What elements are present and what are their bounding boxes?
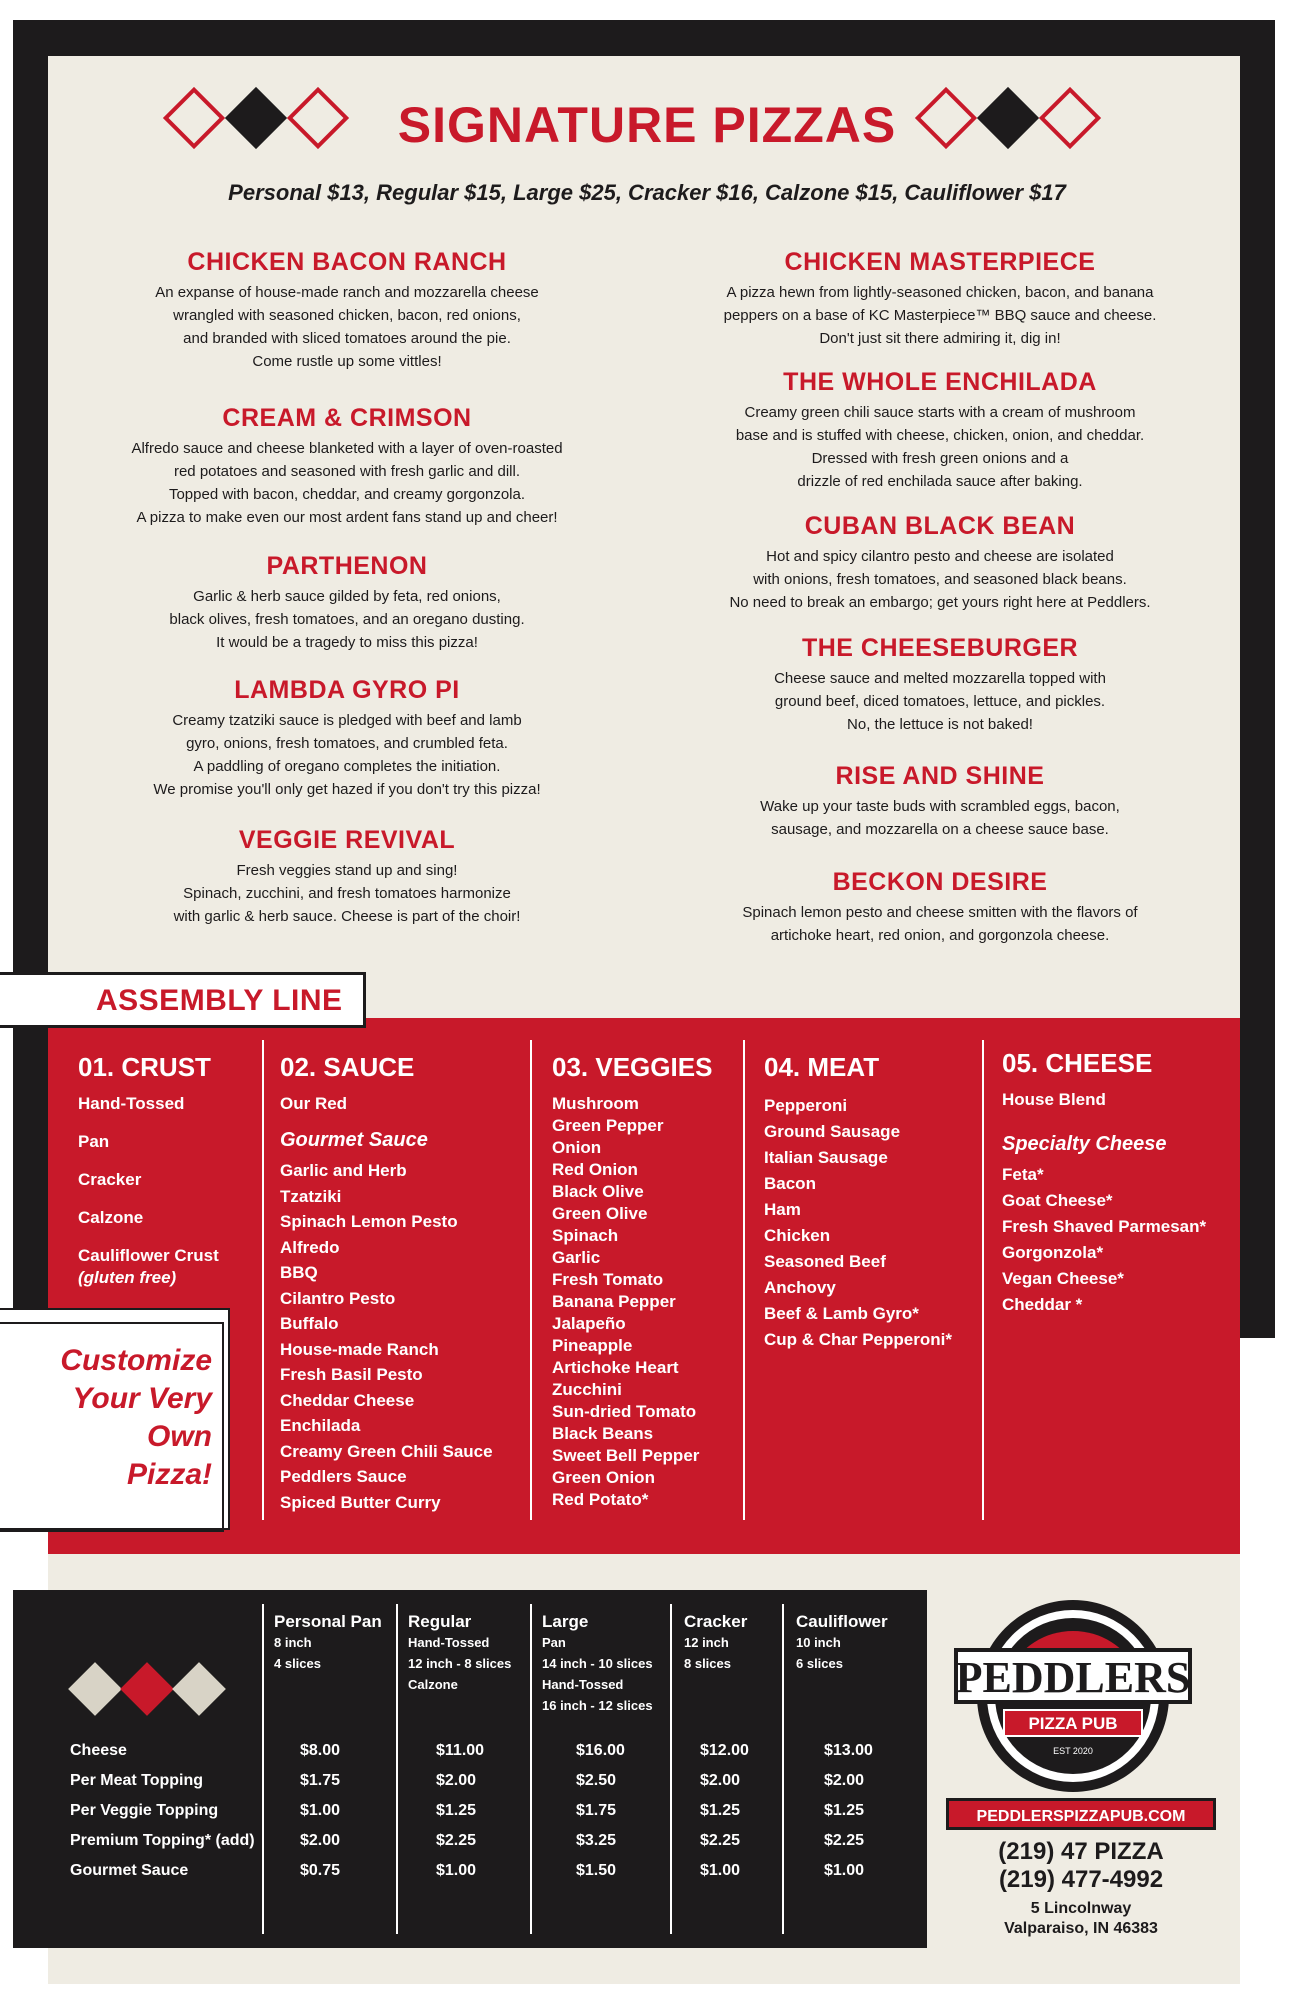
pizza-item bbox=[705, 634, 1175, 736]
pizza-description: Wake up your taste buds with scrambled eggs, bacon, sausage, and mozzarella on a cheese sauce base. bbox=[760, 798, 1120, 838]
size-header-large bbox=[542, 1612, 653, 1716]
veggie-option: Red Onion bbox=[552, 1160, 638, 1179]
size-detail: 12 inch - 8 slices bbox=[408, 1656, 512, 1671]
price-cell: $1.75 bbox=[300, 1772, 341, 1789]
pizza-name: PARTHENON bbox=[266, 552, 428, 580]
veggie-list bbox=[552, 1093, 712, 1511]
price-row-label: Per Meat Topping bbox=[70, 1772, 204, 1789]
column-divider bbox=[530, 1040, 532, 1520]
meat-option: Cup & Char Pepperoni* bbox=[764, 1330, 952, 1349]
page-title: SIGNATURE PIZZAS bbox=[397, 97, 897, 153]
crust-column bbox=[78, 1052, 219, 1289]
veggie-option: Green Onion bbox=[552, 1468, 655, 1487]
pizza-description: Hot and spicy cilantro pesto and cheese are isolated with onions, fresh tomatoes, and seasoned black beans. No need to break an embargo; get yours right here at Peddlers. bbox=[729, 548, 1151, 611]
meat-list bbox=[764, 1093, 952, 1353]
meat-column bbox=[764, 1052, 952, 1353]
sauce-option: Fresh Basil Pesto bbox=[280, 1365, 423, 1384]
sauce-option: Peddlers Sauce bbox=[280, 1467, 407, 1486]
veggie-option: Black Olive bbox=[552, 1182, 644, 1201]
size-name: Large bbox=[542, 1612, 589, 1631]
pizza-description: An expanse of house-made ranch and mozzarella cheese wrangled with seasoned chicken, bacon, red onions, and branded with sliced tomatoes around the pie. Come rustle up some vittles! bbox=[155, 284, 539, 370]
table-divider bbox=[670, 1604, 672, 1934]
sauce-option: BBQ bbox=[280, 1263, 318, 1282]
crust-option: Pan bbox=[78, 1132, 110, 1151]
price-cell: $0.75 bbox=[300, 1862, 341, 1879]
logo-graphic bbox=[950, 1598, 1196, 1798]
price-cell: $1.00 bbox=[700, 1862, 741, 1879]
size-name: Regular bbox=[408, 1612, 472, 1631]
logo-established: EST 2020 bbox=[1053, 1746, 1093, 1756]
meat-option: Anchovy bbox=[764, 1278, 836, 1297]
cheese-heading: 05. CHEESE bbox=[1002, 1048, 1153, 1078]
pizza-item bbox=[112, 826, 582, 928]
price-cell: $2.25 bbox=[436, 1832, 477, 1849]
meat-option: Beef & Lamb Gyro* bbox=[764, 1304, 919, 1323]
size-detail: Calzone bbox=[408, 1677, 458, 1692]
customize-line: Your Very bbox=[72, 1382, 212, 1415]
cheese-option: House Blend bbox=[1002, 1090, 1106, 1109]
assembly-line-label: ASSEMBLY LINE bbox=[96, 984, 343, 1017]
sauce-option: Cilantro Pesto bbox=[280, 1288, 396, 1308]
size-detail: Hand-Tossed bbox=[542, 1677, 624, 1692]
pizza-name: CHICKEN MASTERPIECE bbox=[784, 248, 1096, 276]
column-divider bbox=[262, 1040, 264, 1520]
column-divider bbox=[982, 1040, 984, 1520]
price-cell: $3.25 bbox=[576, 1832, 617, 1849]
sauce-option: Garlic and Herb bbox=[280, 1161, 407, 1180]
pizza-description: Fresh veggies stand up and sing! Spinach, zucchini, and fresh tomatoes harmonize with garlic & herb sauce. Cheese is part of the choir! bbox=[173, 862, 521, 925]
size-detail: Hand-Tossed bbox=[408, 1635, 490, 1650]
veggie-option: Mushroom bbox=[552, 1094, 639, 1113]
price-cell: $2.50 bbox=[576, 1772, 617, 1789]
customize-line: Pizza! bbox=[126, 1458, 212, 1491]
sauce-option: Cheddar Cheese bbox=[280, 1390, 415, 1410]
price-cell: $1.25 bbox=[700, 1802, 741, 1819]
cheese-option: Cheddar * bbox=[1002, 1295, 1083, 1314]
veggie-option: Green Olive bbox=[552, 1204, 648, 1223]
price-cell: $1.25 bbox=[824, 1802, 865, 1819]
pizza-item bbox=[705, 868, 1175, 947]
pizza-description: Creamy green chili sauce starts with a cream of mushroom base and is stuffed with cheese, chicken, onion, and cheddar. Dressed with fresh green onions and a drizzle of red enchilada sauce after baking. bbox=[735, 404, 1145, 490]
cheese-option: Goat Cheese* bbox=[1002, 1191, 1113, 1210]
size-name: Personal Pan bbox=[274, 1612, 382, 1631]
sauce-option: Our Red bbox=[280, 1094, 348, 1113]
veggie-option: Pineapple bbox=[552, 1336, 633, 1355]
veggie-option: Red Potato* bbox=[552, 1490, 649, 1509]
column-divider bbox=[743, 1040, 745, 1520]
veggie-option: Spinach bbox=[552, 1226, 619, 1245]
size-header-cauliflower bbox=[796, 1612, 888, 1674]
veggie-option: Sun-dried Tomato bbox=[552, 1402, 697, 1421]
pizza-name: CHICKEN BACON RANCH bbox=[187, 248, 507, 276]
pizza-description: Creamy tzatziki sauce is pledged with beef and lamb gyro, onions, fresh tomatoes, and crumbled feta. A paddling of oregano completes the initiation. We promise you'll only get hazed if you don't try this pizza! bbox=[153, 712, 541, 798]
size-detail: 8 slices bbox=[684, 1656, 731, 1671]
meat-heading: 04. MEAT bbox=[764, 1052, 880, 1082]
pizza-description: A pizza hewn from lightly-seasoned chicken, bacon, and banana peppers on a base of KC Masterpiece™ BBQ sauce and cheese. Don't just sit there admiring it, dig in! bbox=[723, 284, 1157, 347]
price-cell: $2.00 bbox=[700, 1772, 741, 1789]
address-city: Valparaiso, IN 46383 bbox=[1004, 1920, 1158, 1937]
pizza-item bbox=[112, 552, 582, 654]
pizza-name: BECKON DESIRE bbox=[832, 868, 1048, 896]
price-row-label: Gourmet Sauce bbox=[70, 1862, 189, 1879]
pizza-item bbox=[705, 512, 1175, 614]
crust-option: Hand-Tossed bbox=[78, 1094, 185, 1113]
size-detail: 6 slices bbox=[796, 1656, 843, 1671]
price-cell: $16.00 bbox=[576, 1742, 625, 1759]
price-cell: $2.25 bbox=[700, 1832, 741, 1849]
meat-option: Italian Sausage bbox=[764, 1148, 888, 1167]
logo-subtitle: PIZZA PUB bbox=[1028, 1714, 1118, 1733]
size-detail: 16 inch - 12 slices bbox=[542, 1698, 653, 1713]
price-cell: $13.00 bbox=[824, 1742, 873, 1759]
pizza-name: CUBAN BLACK BEAN bbox=[804, 512, 1076, 540]
pizza-item bbox=[705, 248, 1175, 350]
veggie-option: Jalapeño bbox=[552, 1314, 626, 1333]
sauce-option: Creamy Green Chili Sauce bbox=[280, 1441, 493, 1461]
size-price-line: Personal $13, Regular $15, Large $25, Cracker $16, Calzone $15, Cauliflower $17 bbox=[228, 180, 1066, 205]
price-cell: $2.25 bbox=[824, 1832, 865, 1849]
size-header-cracker bbox=[684, 1612, 747, 1674]
website-link[interactable]: PEDDLERSPIZZAPUB.COM bbox=[946, 1798, 1216, 1830]
cheese-column bbox=[1002, 1048, 1206, 1318]
sauce-option: Buffalo bbox=[280, 1314, 339, 1333]
meat-option: Chicken bbox=[764, 1226, 831, 1245]
cheese-option: Vegan Cheese* bbox=[1002, 1269, 1124, 1288]
customize-line: Customize bbox=[60, 1344, 212, 1377]
table-divider bbox=[530, 1604, 532, 1934]
size-name: Cracker bbox=[684, 1612, 748, 1631]
sauce-option: Tzatziki bbox=[280, 1186, 342, 1206]
sauce-option: House-made Ranch bbox=[280, 1339, 439, 1359]
price-cell: $12.00 bbox=[700, 1742, 749, 1759]
meat-option: Pepperoni bbox=[764, 1096, 848, 1115]
pizza-name: THE CHEESEBURGER bbox=[801, 634, 1079, 662]
pizza-name: RISE AND SHINE bbox=[835, 762, 1045, 790]
crust-heading: 01. CRUST bbox=[78, 1052, 211, 1082]
price-cell: $1.00 bbox=[436, 1862, 477, 1879]
gourmet-sauce-list bbox=[280, 1158, 493, 1515]
phone-number[interactable]: (219) 477-4992 bbox=[998, 1866, 1164, 1893]
veggies-column bbox=[552, 1052, 712, 1511]
meat-option: Ground Sausage bbox=[764, 1122, 901, 1141]
size-name: Cauliflower bbox=[796, 1612, 888, 1631]
meat-option: Bacon bbox=[764, 1174, 816, 1193]
veggie-option: Green Pepper bbox=[552, 1116, 664, 1135]
specialty-cheese-list bbox=[1002, 1162, 1206, 1318]
price-cell: $11.00 bbox=[436, 1742, 485, 1759]
size-detail: 4 slices bbox=[274, 1656, 321, 1671]
table-divider bbox=[262, 1604, 264, 1934]
pizza-item bbox=[112, 248, 582, 373]
veggie-option: Garlic bbox=[552, 1248, 601, 1267]
crust-option: Calzone bbox=[78, 1208, 144, 1227]
price-row-label: Per Veggie Topping bbox=[70, 1802, 219, 1819]
size-detail: 14 inch - 10 slices bbox=[542, 1656, 653, 1671]
price-cell: $1.50 bbox=[576, 1862, 617, 1879]
veggie-option: Banana Pepper bbox=[552, 1292, 676, 1311]
sauce-option: Alfredo bbox=[280, 1237, 340, 1257]
gourmet-sauce-heading: Gourmet Sauce bbox=[280, 1129, 428, 1151]
customize-text bbox=[10, 1342, 212, 1494]
pizza-description: Cheese sauce and melted mozzarella topped with ground beef, diced tomatoes, lettuce, and pickles. No, the lettuce is not baked! bbox=[774, 670, 1106, 733]
veggies-heading: 03. VEGGIES bbox=[552, 1052, 713, 1082]
veggie-option: Artichoke Heart bbox=[552, 1358, 679, 1377]
veggie-option: Fresh Tomato bbox=[552, 1270, 664, 1289]
pizza-item bbox=[705, 368, 1175, 493]
table-divider bbox=[396, 1604, 398, 1934]
size-header-regular bbox=[408, 1612, 511, 1695]
size-header-personal bbox=[274, 1612, 382, 1674]
pizza-name: CREAM & CRIMSON bbox=[222, 404, 472, 432]
address-street: 5 Lincolnway bbox=[1030, 1900, 1132, 1917]
veggie-option: Zucchini bbox=[552, 1380, 622, 1399]
pizza-item bbox=[705, 762, 1175, 841]
pizza-description: Spinach lemon pesto and cheese smitten with the flavors of artichoke heart, red onion, and gorgonzola cheese. bbox=[742, 904, 1138, 944]
phone-vanity[interactable]: (219) 47 PIZZA bbox=[998, 1838, 1164, 1865]
veggie-option: Black Beans bbox=[552, 1424, 654, 1443]
sauce-option: Spinach Lemon Pesto bbox=[280, 1212, 458, 1231]
pizza-item bbox=[112, 676, 582, 801]
price-cell: $8.00 bbox=[300, 1742, 341, 1759]
meat-option: Seasoned Beef bbox=[764, 1252, 886, 1271]
size-detail: 12 inch bbox=[684, 1635, 729, 1650]
price-cell: $1.00 bbox=[824, 1862, 865, 1879]
cheese-option: Feta* bbox=[1002, 1165, 1044, 1184]
pizza-description: Alfredo sauce and cheese blanketed with a layer of oven-roasted red potatoes and seasoned with fresh garlic and dill. Topped with bacon, cheddar, and creamy gorgonzola. A pizza to make even our most ardent fans stand up and cheer! bbox=[131, 440, 563, 526]
veggie-option: Onion bbox=[552, 1138, 602, 1157]
table-divider bbox=[782, 1604, 784, 1934]
price-row-label: Premium Topping* (add) bbox=[70, 1832, 255, 1849]
pizza-name: THE WHOLE ENCHILADA bbox=[783, 368, 1097, 396]
cheese-option: Gorgonzola* bbox=[1002, 1243, 1104, 1262]
logo-name: PEDDLERS bbox=[955, 1653, 1191, 1702]
price-cell: $1.00 bbox=[300, 1802, 341, 1819]
crust-note: (gluten free) bbox=[78, 1268, 177, 1287]
price-cell: $2.00 bbox=[436, 1772, 477, 1789]
specialty-cheese-heading: Specialty Cheese bbox=[1002, 1133, 1167, 1155]
sauce-heading: 02. SAUCE bbox=[280, 1052, 415, 1082]
sauce-option: Spiced Butter Curry bbox=[280, 1492, 441, 1512]
size-detail: 8 inch bbox=[274, 1635, 312, 1650]
price-cell: $1.25 bbox=[436, 1802, 477, 1819]
sauce-option: Enchilada bbox=[280, 1416, 361, 1435]
crust-option: Cracker bbox=[78, 1170, 142, 1189]
price-row-label: Cheese bbox=[70, 1742, 127, 1759]
size-detail: 10 inch bbox=[796, 1635, 841, 1650]
pizza-name: LAMBDA GYRO PI bbox=[234, 676, 460, 704]
customize-line: Own bbox=[147, 1420, 212, 1453]
cheese-option: Fresh Shaved Parmesan* bbox=[1002, 1217, 1207, 1236]
price-cell: $1.75 bbox=[576, 1802, 617, 1819]
sauce-column bbox=[280, 1052, 493, 1515]
pizza-name: VEGGIE REVIVAL bbox=[238, 826, 456, 854]
pizza-description: Garlic & herb sauce gilded by feta, red onions, black olives, fresh tomatoes, and an oregano dusting. It would be a tragedy to miss this pizza! bbox=[169, 588, 525, 651]
crust-option: Cauliflower Crust bbox=[78, 1246, 219, 1265]
pizza-item bbox=[112, 404, 582, 529]
veggie-option: Sweet Bell Pepper bbox=[552, 1446, 700, 1465]
meat-option: Ham bbox=[764, 1200, 801, 1219]
price-cell: $2.00 bbox=[824, 1772, 865, 1789]
size-detail: Pan bbox=[542, 1635, 566, 1650]
price-cell: $2.00 bbox=[300, 1832, 341, 1849]
